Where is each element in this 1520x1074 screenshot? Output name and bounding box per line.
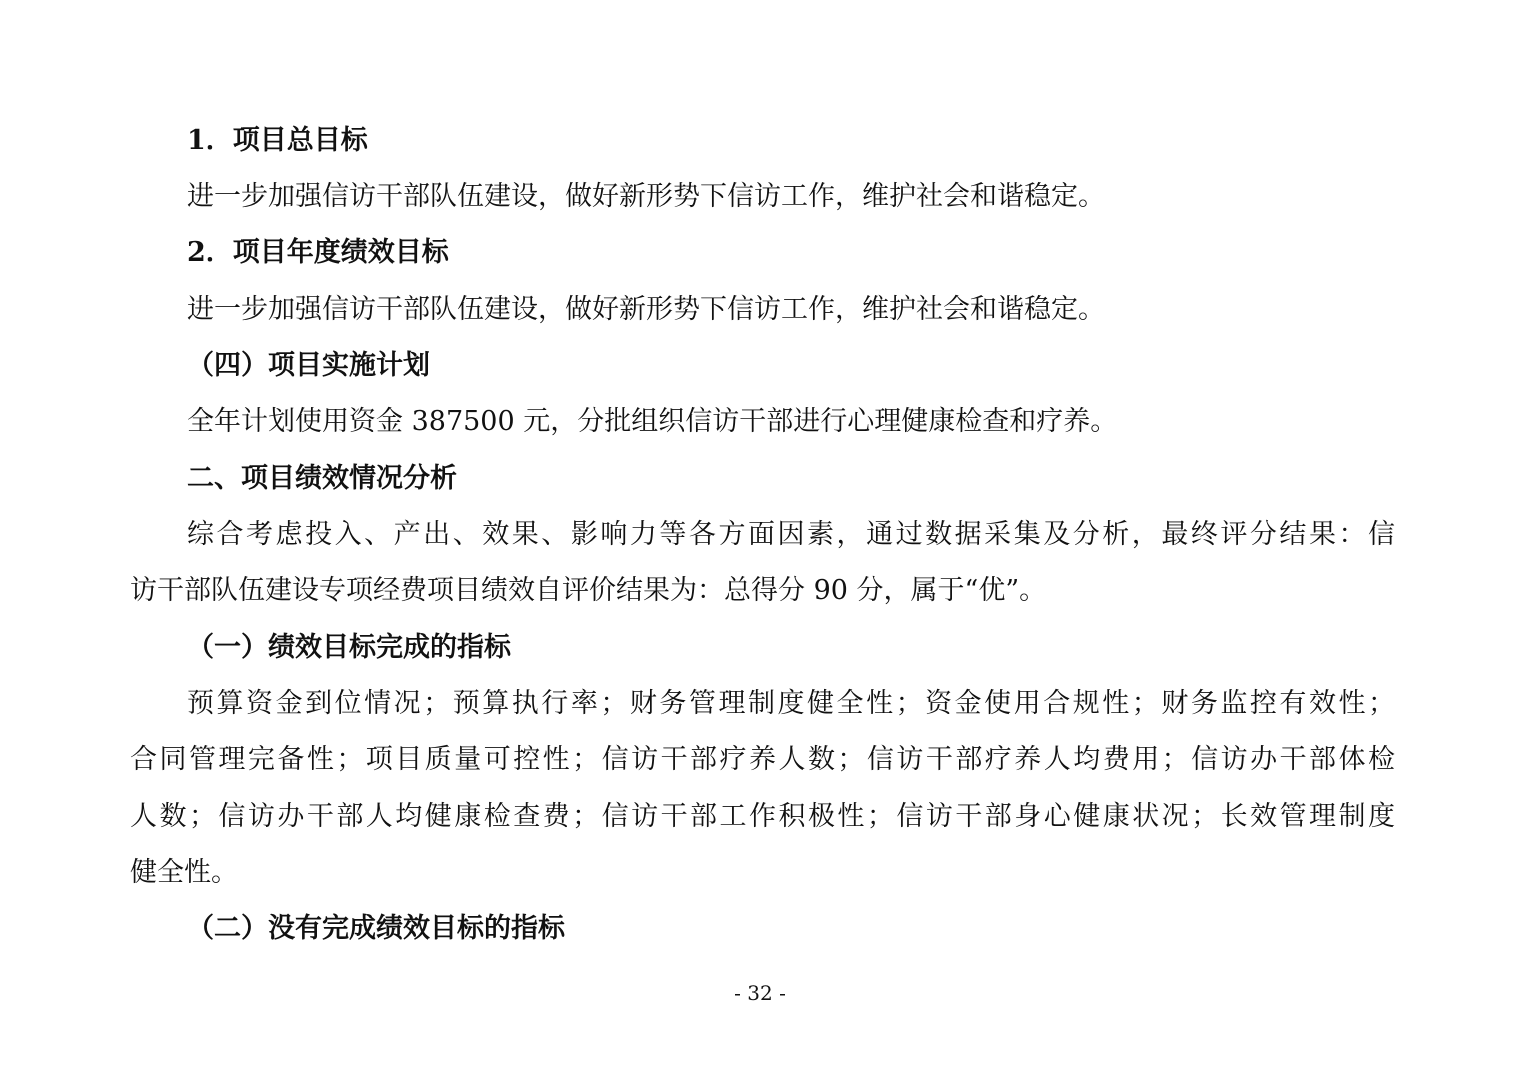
- paragraph-indicators-line-3: 人数；信访办干部人均健康检查费；信访干部工作积极性；信访干部身心健康状况；长效管理制度: [130, 801, 1395, 832]
- heading-uncompleted-indicators: （二）没有完成绩效目标的指标: [187, 913, 565, 944]
- paragraph-analysis-line-2: 访干部队伍建设专项经费项目绩效自评价结果为：总得分 90 分，属于“优”。: [130, 575, 1047, 606]
- paragraph-indicators-line-1: 预算资金到位情况；预算执行率；财务管理制度健全性；资金使用合规性；财务监控有效性；: [187, 688, 1395, 719]
- paragraph-indicators-line-2: 合同管理完备性；项目质量可控性；信访干部疗养人数；信访干部疗养人均费用；信访办干部体检: [130, 744, 1395, 775]
- paragraph-implementation-plan: 全年计划使用资金 387500 元，分批组织信访干部进行心理健康检查和疗养。: [187, 406, 1118, 437]
- paragraph-analysis-line-1: 综合考虑投入、产出、效果、影响力等各方面因素，通过数据采集及分析，最终评分结果：信: [187, 519, 1395, 550]
- heading-completed-indicators: （一）绩效目标完成的指标: [187, 632, 511, 663]
- heading-implementation-plan: （四）项目实施计划: [187, 350, 430, 381]
- paragraph-annual-goal: 进一步加强信访干部队伍建设，做好新形势下信访工作，维护社会和谐稳定。: [187, 294, 1105, 325]
- heading-annual-goal: 2．项目年度绩效目标: [187, 237, 449, 268]
- heading-overall-goal: 1．项目总目标: [187, 125, 368, 156]
- paragraph-overall-goal: 进一步加强信访干部队伍建设，做好新形势下信访工作，维护社会和谐稳定。: [187, 181, 1105, 212]
- page-number: - 32 -: [734, 981, 786, 1005]
- heading-performance-analysis: 二、项目绩效情况分析: [187, 463, 457, 494]
- paragraph-indicators-line-4: 健全性。: [130, 857, 238, 888]
